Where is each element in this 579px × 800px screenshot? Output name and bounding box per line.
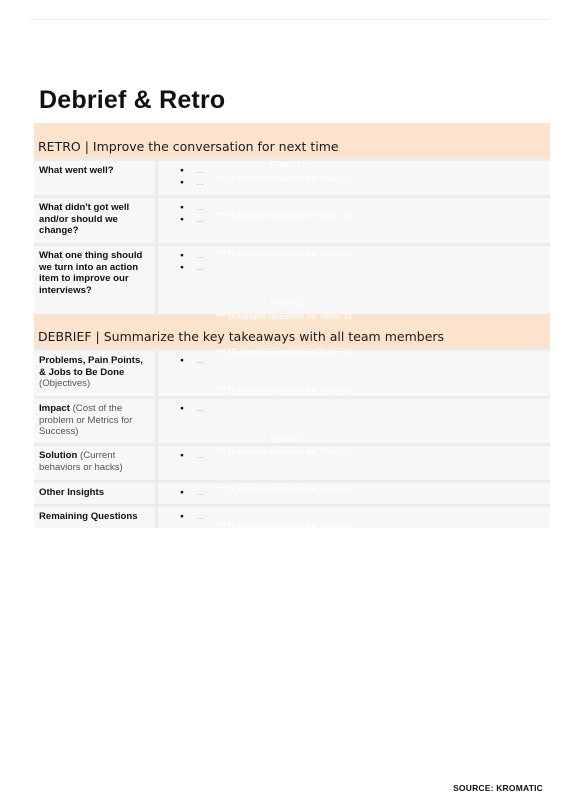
list-item: ● … bbox=[180, 511, 550, 523]
ghost-question-8: *** [Example question on Topic 1] bbox=[216, 484, 351, 494]
row-label: What one thing should we turn into an action item to improve our interviews? bbox=[34, 243, 158, 314]
ghost-question-6: *** [Example question on Topic 1] bbox=[216, 384, 351, 394]
ghost-question-9: *** [Example question on Topic 1] bbox=[216, 520, 351, 530]
debrief-section-title: DEBRIEF | Summarize the key takeaways with all team members bbox=[38, 329, 445, 344]
list-item: ● … bbox=[180, 202, 550, 214]
list-item: ● … bbox=[180, 355, 550, 367]
row-label: Remaining Questions bbox=[34, 504, 158, 528]
ghost-question-3: *** [Example question on Topic 1] bbox=[216, 248, 351, 258]
list-item: ● … bbox=[180, 450, 550, 462]
list-item: ● … bbox=[180, 262, 550, 274]
row-label: What didn't got well and/or should we change? bbox=[34, 195, 158, 243]
page-title: Debrief & Retro bbox=[39, 86, 226, 114]
ghost-question-5: *** [Example question on Topic 1] bbox=[216, 347, 351, 357]
list-item: ● … bbox=[180, 487, 550, 499]
retro-section-header bbox=[34, 123, 550, 158]
retro-section-title: RETRO | Improve the conversation for next time bbox=[38, 139, 339, 154]
row-label: Problems, Pain Points, & Jobs to Be Done (Objectives) bbox=[34, 348, 158, 396]
list-item: ● … bbox=[180, 177, 550, 189]
ghost-question-2: *** [Example question on Topic 1] bbox=[216, 210, 351, 220]
ghost-topic-2: [Topic 1] bbox=[270, 297, 305, 307]
list-item: ● … bbox=[180, 165, 550, 177]
top-divider bbox=[30, 19, 550, 20]
ghost-topic-3: [Topic 1] bbox=[270, 433, 305, 443]
row-label: Other Insights bbox=[34, 480, 158, 504]
ghost-question-1: *** [Example question on Topic 1] bbox=[216, 173, 351, 183]
list-item: ● … bbox=[180, 214, 550, 226]
ghost-topic-1: [Topic 1] bbox=[270, 159, 305, 169]
ghost-question-7: *** [Example question on Topic 1] bbox=[216, 446, 351, 456]
source-credit: SOURCE: KROMATIC bbox=[453, 783, 543, 793]
row-label: What went well? bbox=[34, 158, 158, 195]
list-item: ● … bbox=[180, 403, 550, 415]
debrief-retro-table bbox=[34, 123, 550, 528]
row-label: Solution (Current behaviors or hacks) bbox=[34, 443, 158, 480]
ghost-question-4: *** [Example question on Topic 1] bbox=[216, 311, 351, 321]
list-item: ● … bbox=[180, 250, 550, 262]
bullet-list bbox=[180, 403, 550, 415]
row-value bbox=[158, 396, 550, 443]
row-label: Impact (Cost of the problem or Metrics for Success) bbox=[34, 396, 158, 443]
